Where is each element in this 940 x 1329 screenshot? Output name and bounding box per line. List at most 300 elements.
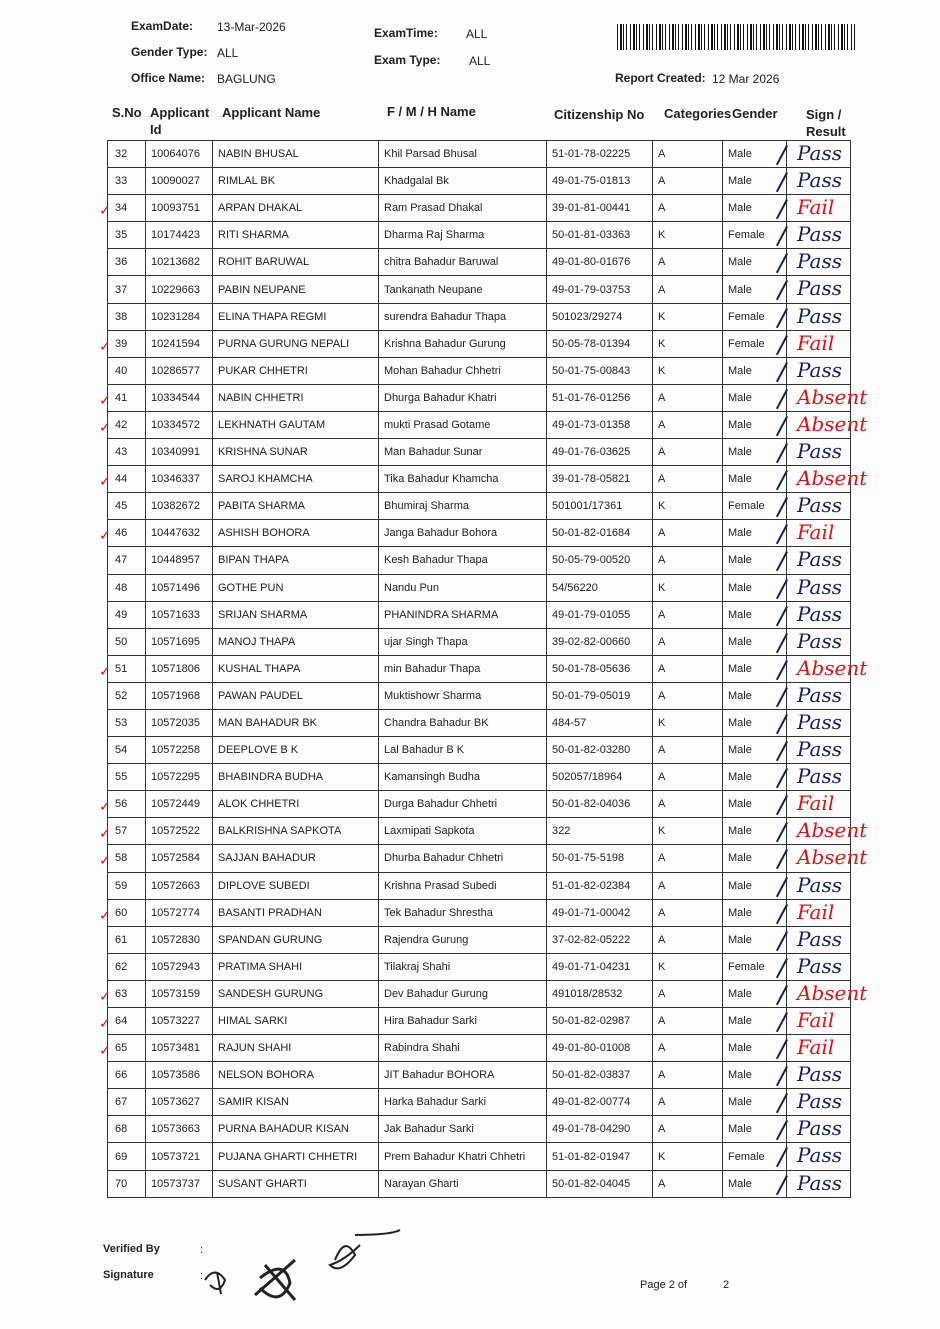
gender-type-value: ALL (217, 46, 239, 60)
row-fmh-name: Kesh Bahadur Thapa (379, 547, 547, 574)
row-result-cell (787, 791, 851, 818)
row-applicant-name: ARPAN DHAKAL (213, 195, 379, 222)
row-category: A (653, 655, 723, 682)
row-result-cell (787, 330, 851, 357)
row-citizenship: 49-01-73-01358 (547, 411, 653, 438)
table-row (108, 1035, 851, 1062)
table-row (108, 737, 851, 764)
row-sno: 67 (108, 1089, 146, 1116)
row-category: A (653, 547, 723, 574)
row-sno: 64 ✓ (108, 1008, 146, 1035)
exam-date-label: ExamDate: (131, 19, 194, 33)
row-applicant-name: RITI SHARMA (213, 222, 379, 249)
row-result: Pass (797, 872, 843, 897)
check-mark-icon: ✓ (99, 826, 111, 843)
row-result: Pass (797, 682, 843, 707)
row-gender: Male (723, 655, 787, 682)
row-category: A (653, 1008, 723, 1035)
check-mark-icon: ✓ (99, 203, 111, 220)
row-category: K (653, 953, 723, 980)
row-applicant-id: 10447632 (146, 520, 213, 547)
row-fmh-name: Rabindra Shahi (379, 1035, 547, 1062)
col-citizenship: Citizenship No (554, 107, 645, 122)
table-row (108, 141, 851, 168)
row-category: A (653, 1035, 723, 1062)
check-mark-icon: ✓ (99, 907, 111, 924)
row-applicant-name: NABIN CHHETRI (213, 384, 379, 411)
col-applicant-name: Applicant Name (222, 105, 321, 120)
row-sno: 38 (108, 303, 146, 330)
row-applicant-id: 10572663 (146, 872, 213, 899)
row-applicant-id: 10572830 (146, 926, 213, 953)
row-citizenship: 51-01-76-01256 (547, 384, 653, 411)
row-fmh-name: Chandra Bahadur BK (379, 709, 547, 736)
row-citizenship: 322 (547, 818, 653, 845)
row-gender: Male (723, 791, 787, 818)
row-applicant-id: 10229663 (146, 276, 213, 303)
row-category: K (653, 574, 723, 601)
row-sno: 66 (108, 1062, 146, 1089)
row-result: Pass (797, 249, 843, 274)
row-fmh-name: Khadgalal Bk (379, 168, 547, 195)
exam-time-value: ALL (466, 27, 488, 41)
row-citizenship: 50-01-82-03837 (547, 1062, 653, 1089)
row-result: Fail (797, 791, 835, 816)
row-gender: Male (723, 1170, 787, 1197)
row-fmh-name: Lal Bahadur B K (379, 737, 547, 764)
row-fmh-name: Krishna Bahadur Gurung (379, 330, 547, 357)
row-category: A (653, 520, 723, 547)
row-result: Pass (797, 141, 843, 165)
row-fmh-name: Narayan Gharti (379, 1170, 547, 1197)
row-applicant-name: SAMIR KISAN (213, 1089, 379, 1116)
row-applicant-id: 10572943 (146, 953, 213, 980)
row-fmh-name: Kamansingh Budha (379, 764, 547, 791)
row-result: Pass (797, 493, 843, 518)
row-gender: Female (723, 222, 787, 249)
row-sno: 32 (108, 141, 146, 168)
row-result: Pass (797, 1143, 843, 1168)
row-applicant-name: RAJUN SHAHI (213, 1035, 379, 1062)
row-applicant-id: 10571496 (146, 574, 213, 601)
office-name-label: Office Name: (131, 71, 206, 85)
row-fmh-name: Bhumiraj Sharma (379, 493, 547, 520)
exam-date-value: 13-Mar-2026 (217, 20, 286, 34)
row-result: Pass (797, 1089, 843, 1114)
row-applicant-name: LEKHNATH GAUTAM (213, 411, 379, 438)
row-citizenship: 49-01-78-04290 (547, 1116, 653, 1143)
row-citizenship: 484-57 (547, 709, 653, 736)
row-sno: 69 (108, 1143, 146, 1170)
row-applicant-name: NELSON BOHORA (213, 1062, 379, 1089)
row-citizenship: 49-01-71-00042 (547, 899, 653, 926)
row-citizenship: 50-01-82-01684 (547, 520, 653, 547)
row-citizenship: 49-01-76-03625 (547, 439, 653, 466)
row-category: A (653, 926, 723, 953)
row-result: Pass (797, 926, 843, 951)
row-sno: 57 ✓ (108, 818, 146, 845)
row-category: A (653, 601, 723, 628)
row-result: Pass (797, 357, 843, 382)
row-fmh-name: JIT Bahadur BOHORA (379, 1062, 547, 1089)
col-fmh-name: F / M / H Name (387, 104, 476, 119)
row-result: Pass (797, 1062, 843, 1087)
row-sno: 50 (108, 628, 146, 655)
exam-time-label: ExamTime: (374, 26, 438, 40)
row-applicant-id: 10346337 (146, 466, 213, 493)
check-mark-icon: ✓ (99, 663, 111, 680)
row-citizenship: 501023/29274 (547, 303, 653, 330)
row-citizenship: 49-01-80-01676 (547, 249, 653, 276)
row-sno: 51 ✓ (108, 655, 146, 682)
row-applicant-name: PURNA BAHADUR KISAN (213, 1116, 379, 1143)
row-result-cell (787, 818, 868, 845)
row-result-cell (787, 899, 851, 926)
row-fmh-name: Jak Bahadur Sarki (379, 1116, 547, 1143)
table-row (108, 1089, 851, 1116)
row-fmh-name: Tilakraj Shahi (379, 953, 547, 980)
office-name-value: BAGLUNG (217, 72, 276, 86)
row-citizenship: 49-01-79-03753 (547, 276, 653, 303)
row-result-cell (787, 520, 851, 547)
row-applicant-name: DEEPLOVE B K (213, 737, 379, 764)
row-applicant-name: SAJJAN BAHADUR (213, 845, 379, 872)
table-row (108, 818, 851, 845)
row-applicant-id: 10573663 (146, 1116, 213, 1143)
row-citizenship: 50-01-82-03280 (547, 737, 653, 764)
table-row (108, 276, 851, 303)
row-result-cell (787, 195, 851, 222)
row-applicant-name: BALKRISHNA SAPKOTA (213, 818, 379, 845)
row-citizenship: 50-01-78-05636 (547, 655, 653, 682)
row-category: A (653, 1170, 723, 1197)
row-gender: Female (723, 330, 787, 357)
row-applicant-name: MANOJ THAPA (213, 628, 379, 655)
page-label: Page 2 of (640, 1279, 688, 1291)
row-result: Pass (797, 764, 843, 789)
row-result: Fail (797, 195, 835, 220)
row-citizenship: 50-01-81-03363 (547, 222, 653, 249)
table-row (108, 926, 851, 953)
row-fmh-name: Muktishowr Sharma (379, 682, 547, 709)
row-sno: 46 ✓ (108, 520, 146, 547)
row-sno: 68 (108, 1116, 146, 1143)
table-row (108, 709, 851, 736)
row-applicant-name: PUKAR CHHETRI (213, 357, 379, 384)
table-row (108, 655, 851, 682)
row-applicant-id: 10340991 (146, 439, 213, 466)
row-sno: 60 ✓ (108, 899, 146, 926)
row-result: Fail (797, 520, 835, 545)
row-sno: 33 (108, 168, 146, 195)
table-row (108, 1008, 851, 1035)
row-category: K (653, 709, 723, 736)
verified-by-colon: : (200, 1244, 204, 1256)
row-fmh-name: min Bahadur Thapa (379, 655, 547, 682)
table-row (108, 411, 851, 438)
row-result: Pass (797, 222, 843, 247)
row-applicant-name: PAWAN PAUDEL (213, 682, 379, 709)
row-gender: Male (723, 520, 787, 547)
row-applicant-name: SPANDAN GURUNG (213, 926, 379, 953)
row-applicant-name: KRISHNA SUNAR (213, 439, 379, 466)
row-citizenship: 51-01-78-02225 (547, 141, 653, 168)
row-applicant-id: 10334572 (146, 411, 213, 438)
row-result: Fail (797, 330, 835, 355)
row-result-cell (787, 249, 851, 276)
row-applicant-id: 10334544 (146, 384, 213, 411)
row-gender: Male (723, 141, 787, 168)
row-sno: 40 (108, 357, 146, 384)
row-gender: Male (723, 737, 787, 764)
row-citizenship: 51-01-82-01947 (547, 1143, 653, 1170)
row-sno: 59 (108, 872, 146, 899)
row-result-cell (787, 222, 851, 249)
check-mark-icon: ✓ (99, 528, 111, 545)
row-fmh-name: Dharma Raj Sharma (379, 222, 547, 249)
row-applicant-id: 10571695 (146, 628, 213, 655)
row-result: Pass (797, 737, 843, 762)
row-gender: Male (723, 872, 787, 899)
row-applicant-id: 10286577 (146, 357, 213, 384)
row-gender: Male (723, 547, 787, 574)
row-gender: Female (723, 303, 787, 330)
row-category: A (653, 1116, 723, 1143)
row-category: A (653, 737, 723, 764)
row-category: A (653, 791, 723, 818)
signature-label: Signature (103, 1269, 154, 1281)
row-result-cell (787, 709, 851, 736)
check-mark-icon: ✓ (99, 392, 111, 409)
row-gender: Male (723, 249, 787, 276)
row-gender: Female (723, 493, 787, 520)
row-sno: 62 (108, 953, 146, 980)
row-category: K (653, 357, 723, 384)
row-applicant-name: BASANTI PRADHAN (213, 899, 379, 926)
row-gender: Male (723, 168, 787, 195)
row-result-cell (787, 1089, 851, 1116)
table-row (108, 872, 851, 899)
row-fmh-name: Janga Bahadur Bohora (379, 520, 547, 547)
row-category: A (653, 195, 723, 222)
gender-type-label: Gender Type: (131, 45, 208, 59)
table-row (108, 791, 851, 818)
row-category: A (653, 872, 723, 899)
row-result: Absent (797, 384, 868, 409)
row-applicant-name: PUJANA GHARTI CHHETRI (213, 1143, 379, 1170)
row-applicant-name: BHABINDRA BUDHA (213, 764, 379, 791)
row-applicant-name: GOTHE PUN (213, 574, 379, 601)
row-applicant-name: NABIN BHUSAL (213, 141, 379, 168)
row-category: A (653, 682, 723, 709)
row-applicant-name: PABIN NEUPANE (213, 276, 379, 303)
row-category: K (653, 330, 723, 357)
row-sno: 55 (108, 764, 146, 791)
row-category: A (653, 628, 723, 655)
table-row (108, 357, 851, 384)
row-result: Absent (797, 655, 868, 680)
row-sno: 37 (108, 276, 146, 303)
row-result-cell (787, 439, 851, 466)
table-row (108, 439, 851, 466)
row-result-cell (787, 980, 868, 1007)
row-sno: 70 (108, 1170, 146, 1197)
row-gender: Male (723, 384, 787, 411)
row-applicant-id: 10572035 (146, 709, 213, 736)
check-mark-icon: ✓ (99, 474, 111, 491)
row-category: A (653, 168, 723, 195)
row-result: Pass (797, 276, 843, 301)
check-mark-icon: ✓ (99, 1016, 111, 1032)
row-gender: Male (723, 628, 787, 655)
row-result-cell (787, 168, 851, 195)
table-row (108, 845, 851, 872)
row-result: Pass (797, 439, 843, 464)
row-gender: Male (723, 1035, 787, 1062)
row-sno: 61 (108, 926, 146, 953)
signature-scribble (195, 1220, 425, 1310)
row-category: A (653, 980, 723, 1007)
check-mark-icon: ✓ (99, 988, 111, 1005)
row-category: A (653, 249, 723, 276)
row-result: Pass (797, 1170, 843, 1195)
row-fmh-name: mukti Prasad Gotame (379, 411, 547, 438)
row-citizenship: 50-05-79-00520 (547, 547, 653, 574)
row-result-cell (787, 574, 851, 601)
row-applicant-name: SAROJ KHAMCHA (213, 466, 379, 493)
row-applicant-id: 10571968 (146, 682, 213, 709)
row-result-cell (787, 276, 851, 303)
row-applicant-id: 10572522 (146, 818, 213, 845)
row-result-cell (787, 926, 851, 953)
row-category: A (653, 466, 723, 493)
row-fmh-name: Hira Bahadur Sarki (379, 1008, 547, 1035)
row-sno: 47 (108, 547, 146, 574)
verified-by-label: Verified By (103, 1243, 160, 1255)
row-applicant-id: 10174423 (146, 222, 213, 249)
row-sno: 41 ✓ (108, 384, 146, 411)
page-total: 2 (723, 1279, 730, 1291)
col-sno: S.No (112, 105, 142, 120)
row-fmh-name: Dhurba Bahadur Chhetri (379, 845, 547, 872)
signature-colon: : (200, 1270, 204, 1282)
col-categories: Categories (664, 106, 732, 121)
col-gender: Gender (732, 106, 778, 121)
row-result-cell (787, 493, 851, 520)
row-result: Pass (797, 168, 843, 193)
row-category: A (653, 411, 723, 438)
row-result: Fail (797, 1035, 835, 1060)
row-fmh-name: Durga Bahadur Chhetri (379, 791, 547, 818)
table-row (108, 574, 851, 601)
row-citizenship: 49-01-71-04231 (547, 953, 653, 980)
row-applicant-id: 10572774 (146, 899, 213, 926)
row-category: A (653, 899, 723, 926)
row-applicant-name: PURNA GURUNG NEPALI (213, 330, 379, 357)
row-applicant-id: 10572258 (146, 737, 213, 764)
row-fmh-name: Tek Bahadur Shrestha (379, 899, 547, 926)
row-fmh-name: Ram Prasad Dhakal (379, 195, 547, 222)
row-result-cell (787, 1143, 851, 1170)
row-applicant-name: ASHISH BOHORA (213, 520, 379, 547)
row-result: Pass (797, 601, 843, 626)
row-applicant-name: RIMLAL BK (213, 168, 379, 195)
row-applicant-id: 10231284 (146, 303, 213, 330)
row-category: A (653, 276, 723, 303)
row-citizenship: 491018/28532 (547, 980, 653, 1007)
row-applicant-id: 10090027 (146, 168, 213, 195)
row-gender: Male (723, 1008, 787, 1035)
table-row (108, 953, 851, 980)
row-category: A (653, 1089, 723, 1116)
table-row (108, 980, 851, 1007)
table-row (108, 384, 851, 411)
row-applicant-id: 10573159 (146, 980, 213, 1007)
row-sno: 49 (108, 601, 146, 628)
row-sno: 48 (108, 574, 146, 601)
table-row (108, 601, 851, 628)
row-citizenship: 501001/17361 (547, 493, 653, 520)
row-fmh-name: Mohan Bahadur Chhetri (379, 357, 547, 384)
row-gender: Male (723, 439, 787, 466)
row-applicant-name: PABITA SHARMA (213, 493, 379, 520)
row-result: Pass (797, 547, 843, 572)
row-result-cell (787, 547, 851, 574)
row-result-cell (787, 1062, 851, 1089)
row-gender: Male (723, 980, 787, 1007)
row-result-cell (787, 601, 851, 628)
table-row (108, 547, 851, 574)
row-gender: Male (723, 1116, 787, 1143)
row-sno: 39 ✓ (108, 330, 146, 357)
row-result: Absent (797, 845, 868, 870)
table-row (108, 168, 851, 195)
table-row (108, 764, 851, 791)
applicant-table (99, 140, 868, 1198)
row-gender: Male (723, 709, 787, 736)
row-gender: Female (723, 1143, 787, 1170)
row-category: A (653, 141, 723, 168)
row-applicant-id: 10571806 (146, 655, 213, 682)
row-gender: Male (723, 682, 787, 709)
report-created-label: Report Created: (615, 71, 706, 85)
row-applicant-id: 10571633 (146, 601, 213, 628)
table-row (108, 493, 851, 520)
row-applicant-id: 10572584 (146, 845, 213, 872)
report-created-value: 12 Mar 2026 (712, 72, 780, 86)
row-applicant-id: 10573737 (146, 1170, 213, 1197)
row-applicant-id: 10213682 (146, 249, 213, 276)
row-category: K (653, 222, 723, 249)
row-result: Pass (797, 628, 843, 653)
row-citizenship: 54/56220 (547, 574, 653, 601)
row-category: A (653, 845, 723, 872)
row-citizenship: 49-01-80-01008 (547, 1035, 653, 1062)
row-category: K (653, 818, 723, 845)
row-sno: 35 (108, 222, 146, 249)
row-result: Absent (797, 411, 868, 436)
row-result-cell (787, 1008, 851, 1035)
row-applicant-name: SRIJAN SHARMA (213, 601, 379, 628)
row-citizenship: 49-01-82-00774 (547, 1089, 653, 1116)
row-gender: Male (723, 574, 787, 601)
exam-type-label: Exam Type: (374, 53, 441, 67)
row-citizenship: 39-01-81-00441 (547, 195, 653, 222)
row-applicant-name: BIPAN THAPA (213, 547, 379, 574)
row-category: K (653, 303, 723, 330)
row-fmh-name: chitra Bahadur Baruwal (379, 249, 547, 276)
row-gender: Male (723, 764, 787, 791)
